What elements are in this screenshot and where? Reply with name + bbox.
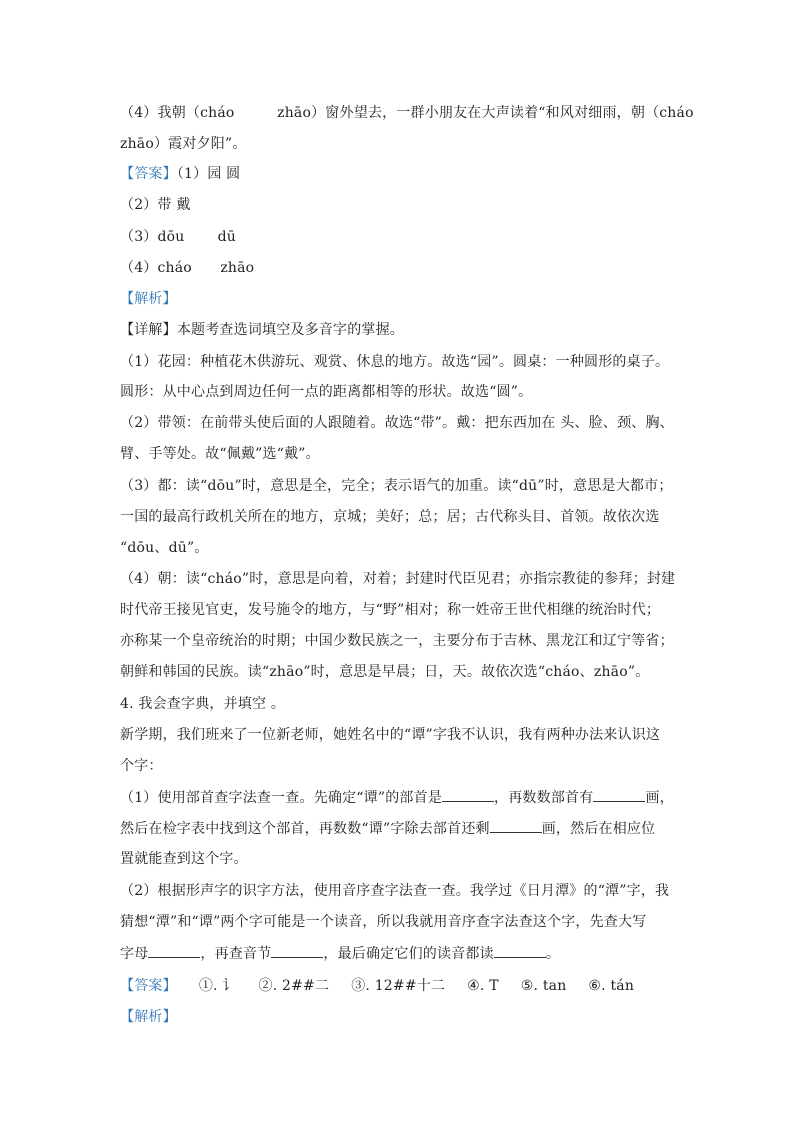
q4-answer-4: ④. T	[467, 978, 499, 994]
q4-answer-1: ①. 讠	[198, 978, 237, 994]
q4-answer-6: ⑥. tán	[588, 978, 635, 994]
answer-tag: 【答案】	[120, 166, 177, 182]
fill-blank-remaining-strokes[interactable]	[490, 818, 542, 833]
q4-part2-text-c4: 。	[545, 946, 561, 962]
q4-part1-line-a	[120, 787, 674, 808]
detail-3-line-a: （3）都：读“dōu”时，意思是全，完全；表示语气的加重。读“dū”时，意思是大都市；	[120, 478, 673, 494]
q4-part2-text-c3: ，最后确定它们的读音都读	[323, 946, 494, 962]
detail-4-line-b: 时代帝王接见官吏，发号施令的地方，与“野”相对；称一姓帝王世代相继的统治时代；	[120, 602, 661, 618]
fill-blank-capital-letter[interactable]	[148, 943, 200, 958]
answer-item-2: （2）带 戴	[120, 197, 191, 213]
q4-answer-2: ②. 2##二	[258, 978, 330, 994]
q4-part1-text-b1: 然后在检字表中找到这个部首，再数数“谭”字除去部首还剩	[120, 821, 490, 837]
detail-4-line-a: （4）朝：读“cháo”时，意思是向着，对着；封建时代臣见君；亦指宗教徒的参拜；封建	[120, 571, 676, 587]
detail-tag: 【详解】	[120, 322, 177, 338]
answer-item-3: （3）dōu dū	[120, 229, 236, 245]
q4-answer-5: ⑤. tan	[520, 978, 567, 994]
q4-part2-line-a: （2）根据形声字的识字方法，使用音序查字法查一查。我学过《日月潭》的“潭”字，我	[120, 883, 670, 899]
fill-blank-radical[interactable]	[442, 787, 494, 802]
q4-intro-b: 个字：	[120, 758, 163, 774]
q4-part2-text-c2: ，再查音节	[200, 946, 272, 962]
detail-2-line-b: 臂、手等处。故“佩戴”选“戴”。	[120, 446, 320, 462]
answer-item-1: （1）园 圆	[176, 166, 241, 182]
q4-intro-a: 新学期，我们班来了一位新老师，她姓名中的“谭”字我不认识，我有两种办法来认识这	[120, 727, 661, 743]
detail-3-line-c: “dōu、dū”。	[120, 540, 209, 556]
detail-3-line-b: 一国的最高行政机关所在的地方，京城；美好；总；居；古代称头目、首领。故依次选	[120, 509, 660, 525]
detail-1-line-b: 圆形：从中心点到周边任何一点的距离都相等的形状。故选“圆”。	[120, 384, 533, 400]
fill-blank-radical-strokes[interactable]	[593, 787, 645, 802]
q4-answer-line	[120, 976, 634, 996]
q4-answer-3: ③. 12##十二	[351, 978, 446, 994]
q4-part1-line-c: 置就能查到这个字。	[120, 851, 248, 867]
q4-part1-text-a3: 画，	[645, 790, 674, 806]
detail-intro: 本题考查选词填空及多音字的掌握。	[176, 322, 405, 338]
q3-answer-line1	[120, 164, 240, 184]
fill-blank-pronunciation[interactable]	[494, 943, 546, 958]
q4-part1-text-a2: ，再数数部首有	[494, 790, 594, 806]
q4-analysis-tag: 【解析】	[120, 1009, 177, 1025]
detail-1-line-a: （1）花园：种植花木供游玩、观赏、休息的地方。故选“园”。圆桌：一种圆形的桌子。	[120, 354, 670, 370]
detail-2-line-a: （2）带领：在前带头使后面的人跟随着。故选“带”。戴：把东西加在 头、脸、颈、胸、	[120, 415, 674, 431]
q4-part2-line-b: 猜想“潭”和“谭”两个字可能是一个读音，所以我就用音序查字法查这个字，先查大写	[120, 914, 647, 930]
q4-part1-line-b	[120, 818, 655, 839]
analysis-tag: 【解析】	[120, 291, 177, 307]
fill-blank-syllable[interactable]	[271, 943, 323, 958]
detail-line	[120, 320, 404, 340]
q4-title: 4. 我会查字典，并填空 。	[120, 696, 286, 712]
detail-4-line-d: 朝鲜和韩国的民族。读“zhāo”时，意思是早晨；日，天。故依次选“cháo、zhāo”。	[120, 664, 650, 680]
q3-item4-line2: zhāo）霞对夕阳”。	[120, 136, 247, 152]
q4-part2-text-c1: 字母	[120, 946, 149, 962]
detail-4-line-c: 亦称某一个皇帝统治的时期；中国少数民族之一，主要分布于吉林、黑龙江和辽宁等省；	[120, 633, 674, 649]
q4-part2-line-c	[120, 943, 560, 964]
q4-answer-tag: 【答案】	[120, 978, 177, 994]
answer-item-4: （4）cháo zhāo	[120, 260, 255, 276]
q3-item4-line1: （4）我朝（cháo zhāo）窗外望去，一群小朋友在大声读着“和风对细雨，朝（cháo	[120, 105, 694, 121]
q4-part1-text-b2: 画，然后在相应位	[541, 821, 656, 837]
q4-part1-text-a1: （1）使用部首查字法查一查。先确定“谭”的部首是	[120, 790, 443, 806]
